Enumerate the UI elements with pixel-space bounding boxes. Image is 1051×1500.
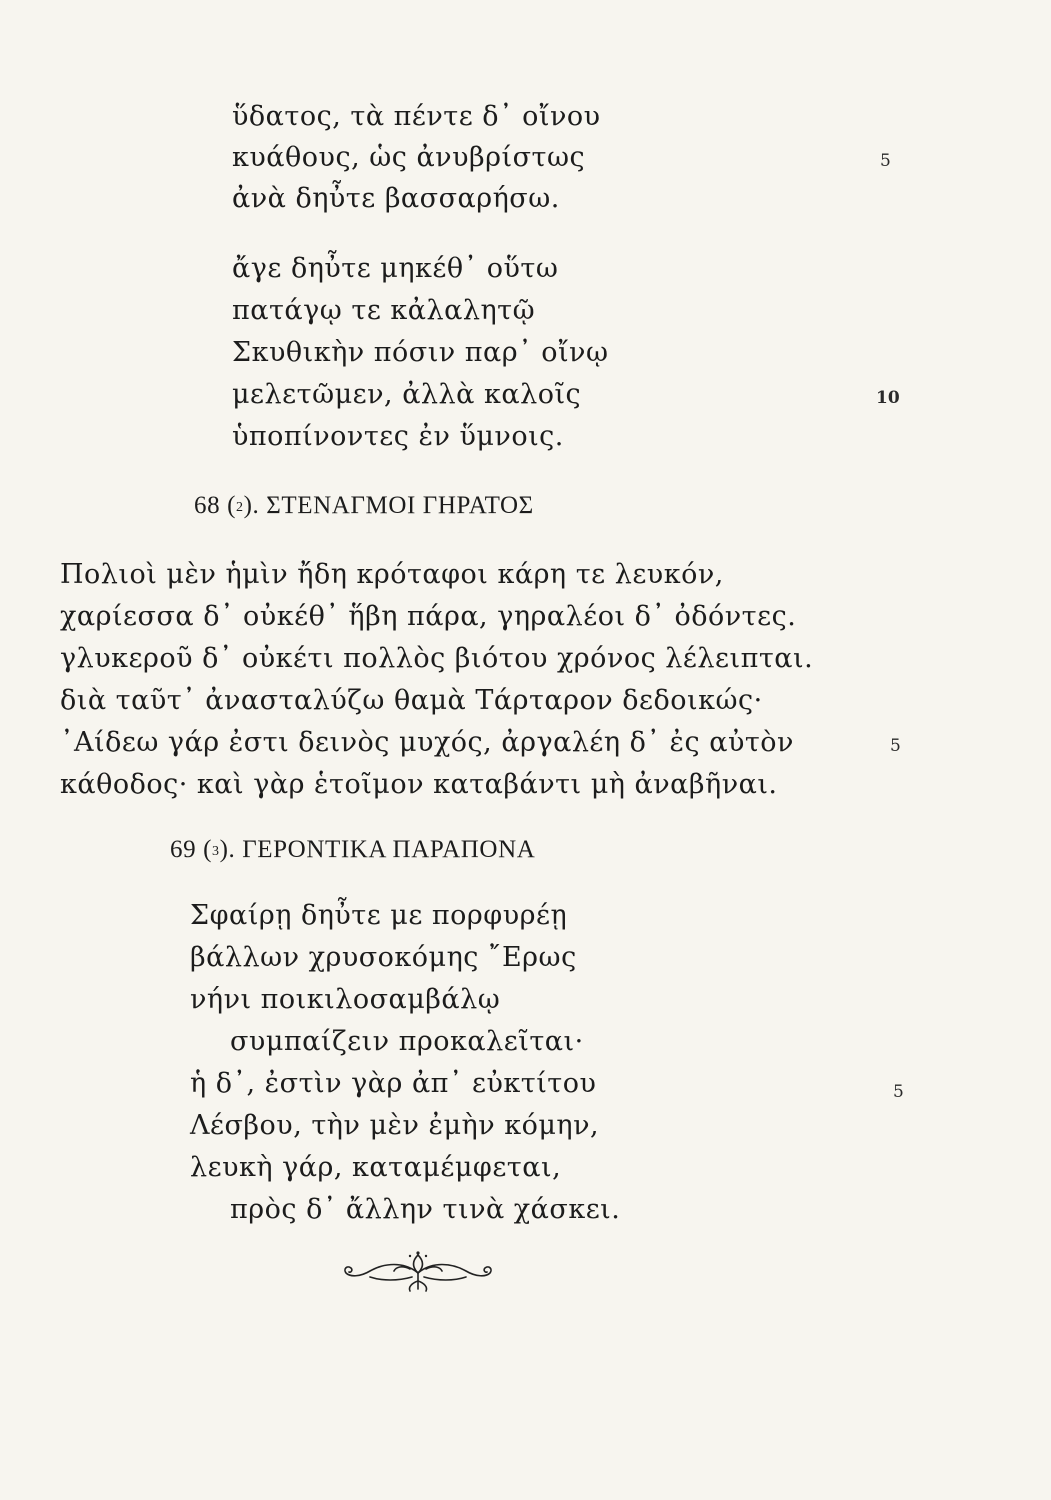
verse-line: ᾽Αίδεω γάρ ἐστι δεινὸς μυχός, ἀργαλέη δ᾽ ἐς αὐτὸν <box>60 727 794 758</box>
poem-heading <box>170 832 535 870</box>
verse-line: Λέσβου, τὴν μὲν ἐμὴν κόμην, <box>190 1110 600 1141</box>
verse-line: διὰ ταῦτ᾽ ἀνασταλύζω θαμὰ Τάρταρον δεδοικώς· <box>60 685 763 716</box>
verse-line: μελετῶμεν, ἀλλὰ καλοῖς <box>232 379 582 410</box>
line-number: 5 <box>880 151 891 171</box>
poem-heading <box>194 488 534 526</box>
verse-line: χαρίεσσα δ᾽ οὐκέθ᾽ ἥβη πάρα, γηραλέοι δ᾽ ὀδόντες. <box>60 601 797 632</box>
note-open: ( <box>227 492 236 519</box>
footnote-ref: 3 <box>212 844 220 859</box>
verse-line: νήνι ποικιλοσαμβάλῳ <box>190 984 501 1015</box>
verse-line: κάθοδος· καὶ γὰρ ἑτοῖμον καταβάντι μὴ ἀναβῆναι. <box>60 769 778 800</box>
line-number: 5 <box>890 736 901 756</box>
verse-line: Πολιοὶ μὲν ἡμὶν ἤδη κρόταφοι κάρη τε λευκόν, <box>60 559 724 590</box>
verse-line: ἡ δ᾽, ἐστὶν γὰρ ἀπ᾽ εὐκτίτου <box>190 1068 597 1099</box>
line-number: 10 <box>876 388 900 408</box>
verse-line: ἀνὰ δηὖτε βασσαρήσω. <box>232 183 560 214</box>
verse-line: πατάγῳ τε κἀλαλητῷ <box>232 295 536 326</box>
verse-line: λευκὴ γάρ, καταμέμφεται, <box>190 1152 562 1183</box>
verse-line: Σκυθικὴν πόσιν παρ᾽ οἴνῳ <box>232 337 609 368</box>
verse-line: βάλλων χρυσοκόμης ῎Ερως <box>190 942 577 973</box>
verse-line: ἄγε δηὖτε μηκέθ᾽ οὕτω <box>232 253 559 284</box>
poem-title: ΓΕΡΟΝΤΙΚΑ ΠΑΡΑΠΟΝΑ <box>242 836 536 863</box>
verse-line: ὑποπίνοντες ἐν ὕμνοις. <box>232 421 564 452</box>
poem-title: ΣΤΕΝΑΓΜΟΙ ΓΗΡΑΤΟΣ <box>266 492 534 519</box>
note-close: ). <box>219 836 236 863</box>
verse-line: ὕδατος, τὰ πέντε δ᾽ οἴνου <box>232 101 601 132</box>
poem-number: 68 <box>194 492 221 519</box>
note-open: ( <box>203 836 212 863</box>
ornament-icon <box>338 1247 498 1297</box>
note-close: ). <box>243 492 260 519</box>
verse-line: κυάθους, ὡς ἀνυβρίστως <box>232 142 586 173</box>
verse-line: γλυκεροῦ δ᾽ οὐκέτι πολλὸς βιότου χρόνος λέλειπται. <box>60 643 814 674</box>
verse-line: πρὸς δ᾽ ἄλλην τινὰ χάσκει. <box>230 1194 621 1225</box>
footnote-ref: 2 <box>236 500 244 515</box>
line-number: 5 <box>893 1082 904 1102</box>
poem-number: 69 <box>170 836 197 863</box>
verse-line: Σφαίρῃ δηὖτε με πορφυρέῃ <box>190 900 568 931</box>
verse-line: συμπαίζειν προκαλεῖται· <box>230 1026 584 1057</box>
